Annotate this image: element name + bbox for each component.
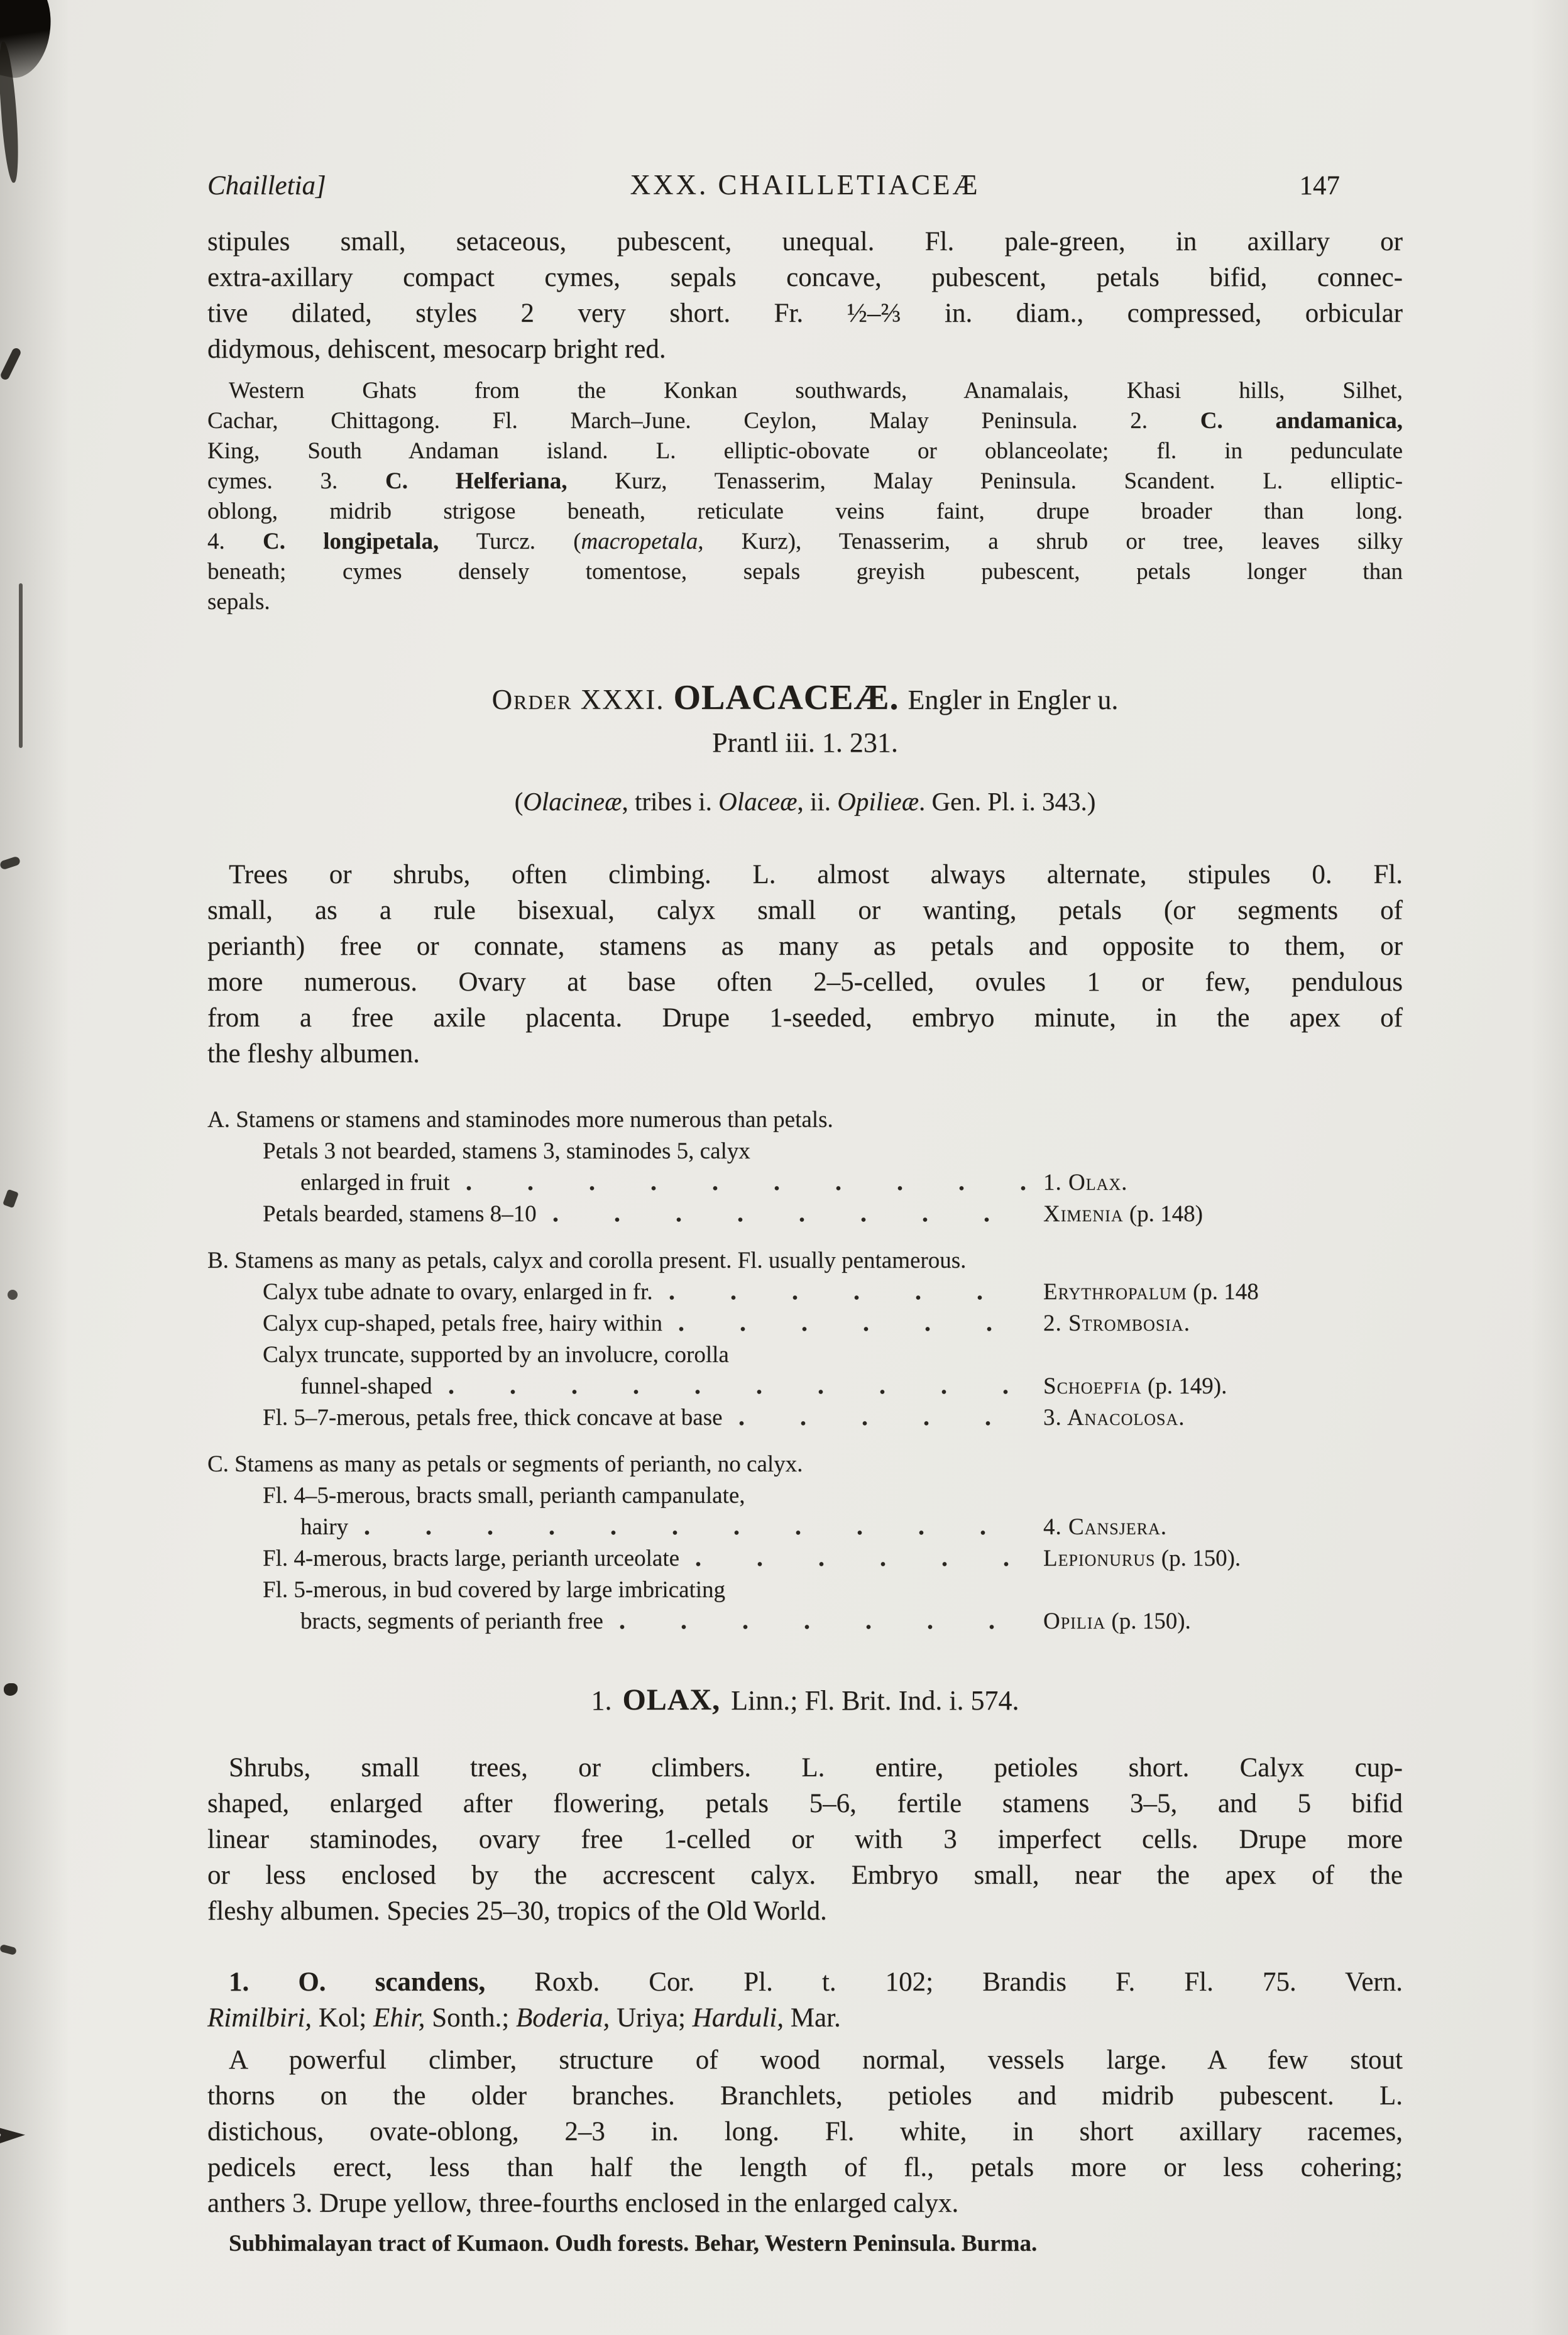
genus-heading — [207, 1683, 1403, 1717]
text-line — [207, 857, 1403, 893]
key-result — [1043, 1371, 1403, 1402]
text-segment: Subhimalayan tract of Kumaon. Oudh forests. Behar, Western Peninsula. Burma. — [229, 2231, 1038, 2256]
text-line — [207, 1821, 1403, 1857]
page-content — [207, 168, 1403, 2259]
tribe-name: Opilieæ — [837, 787, 919, 816]
text-segment: linear staminodes, ovary free 1-celled or with 3 imperfect cells. Drupe more — [207, 1825, 1403, 1854]
paragraph-species-description — [207, 2042, 1403, 2221]
key-row — [207, 1277, 1403, 1308]
scan-artifact-arrow — [0, 2127, 25, 2145]
header-catchword: Chailletia] — [207, 171, 326, 201]
key-result — [1043, 1199, 1403, 1230]
genus-name: OLAX, — [622, 1683, 721, 1717]
taxon-name: Lepionurus — [1043, 1546, 1156, 1571]
taxon-name: 4. Cansjera. — [1043, 1514, 1168, 1540]
text-segment: Roxb. Cor. Pl. t. 102; Brandis F. Fl. 75. Vern. — [485, 1967, 1403, 1997]
text-segment: the fleshy albumen. — [207, 1039, 420, 1069]
taxon-name: 1. Olax. — [1043, 1170, 1128, 1195]
text-segment: Uriya; — [610, 2003, 693, 2033]
running-header — [207, 168, 1403, 201]
text-segment: King, South Andaman island. L. elliptic-obovate or oblanceolate; fl. in pedunculate — [207, 438, 1403, 464]
key-row-text: bracts, segments of perianth free — [300, 1608, 603, 1634]
key-row-text: Calyx tube adnate to ovary, enlarged in fr. — [263, 1279, 653, 1305]
key-row — [207, 1167, 1403, 1199]
text-line — [207, 406, 1403, 436]
taxon-name: Opilia — [1043, 1608, 1106, 1634]
text-segment: Mar. — [784, 2003, 841, 2033]
key-row — [207, 1574, 1403, 1606]
key-row-text: Fl. 4-merous, bracts large, perianth urceolate — [263, 1546, 680, 1571]
key-row-text: hairy — [300, 1514, 349, 1540]
leader-dots — [696, 1562, 1032, 1566]
key-row — [207, 1606, 1403, 1637]
taxon-name: Erythropalum — [1043, 1279, 1187, 1305]
page-reference: (p. 150). — [1105, 1608, 1191, 1634]
text-segment: more numerous. Ovary at base often 2–5-celled, ovules 1 or few, pendulous — [207, 967, 1403, 997]
text-line — [207, 557, 1403, 587]
paragraph-distribution-notes — [207, 376, 1403, 617]
text-line — [207, 1964, 1403, 2000]
key-row-text: funnel-shaped — [300, 1373, 432, 1399]
text-segment: oblong, midrib strigose beneath, reticulate veins faint, drupe broader than long. — [207, 498, 1403, 524]
text-line — [207, 1893, 1403, 1929]
text-segment: from a free axile placenta. Drupe 1-seeded, embryo minute, in the apex of — [207, 1003, 1403, 1033]
key-result — [1043, 1402, 1403, 1434]
text-segment: pedicels erect, less than half the length of fl., petals more or less cohering; — [207, 2153, 1403, 2182]
italic-text: macropetala, — [581, 529, 704, 554]
key-row — [207, 1339, 1403, 1371]
text-segment: thorns on the older branches. Branchlets, petioles and midrib pubescent. L. — [207, 2081, 1403, 2111]
text-line — [207, 928, 1403, 964]
text-line — [207, 1036, 1403, 1072]
paragraph-species-distribution — [207, 2229, 1403, 2259]
key-result — [1043, 1543, 1403, 1574]
text-line — [207, 893, 1403, 928]
tribes-text: , tribes i. — [622, 787, 719, 816]
text-line — [207, 466, 1403, 497]
text-segment: distichous, ovate-oblong, 2–3 in. long. Fl. white, in short axillary racemes, — [207, 2117, 1403, 2146]
key-group — [207, 1104, 1403, 1230]
text-line — [207, 2078, 1403, 2114]
page-reference: (p. 148) — [1123, 1201, 1203, 1227]
bold-text: C. longipetala, — [263, 529, 439, 554]
order-authority: Engler in Engler u. — [907, 684, 1119, 715]
tribe-name: Olaceæ — [718, 787, 798, 816]
genus-number: 1. — [591, 1685, 612, 1716]
text-line — [207, 331, 1403, 367]
paragraph-order-description — [207, 857, 1403, 1072]
scan-artifact-mark — [3, 1189, 19, 1209]
text-line — [207, 2000, 1403, 2036]
key-group — [207, 1449, 1403, 1637]
text-segment: cymes. 3. — [207, 468, 386, 494]
leader-dots — [620, 1625, 1032, 1629]
taxon-name: Schoepfia — [1043, 1373, 1142, 1399]
text-line — [207, 2114, 1403, 2150]
italic-text: Rimilbiri, — [207, 2003, 312, 2033]
page-reference: (p. 150). — [1155, 1546, 1241, 1571]
page-reference: (p. 149). — [1141, 1373, 1227, 1399]
scan-artifact-dot — [8, 1290, 18, 1300]
key-result — [1043, 1167, 1403, 1199]
key-row — [207, 1199, 1403, 1230]
tribes-text: . Gen. Pl. i. 343.) — [919, 787, 1096, 816]
key-row — [207, 1512, 1403, 1543]
text-line — [207, 1000, 1403, 1036]
text-line — [207, 1750, 1403, 1786]
key-result — [1043, 1606, 1403, 1637]
key-row-text: Petals 3 not bearded, stamens 3, staminodes 5, calyx — [263, 1138, 750, 1164]
key-row-text: Fl. 5–7-merous, petals free, thick concave at base — [263, 1405, 723, 1431]
text-segment: perianth) free or connate, stamens as many as petals and opposite to them, or — [207, 931, 1403, 961]
italic-text: Harduli, — [692, 2003, 784, 2033]
key-result — [1043, 1308, 1403, 1339]
scan-artifact-mark — [0, 347, 22, 382]
text-line — [207, 295, 1403, 331]
leader-dots — [679, 1327, 1032, 1331]
tribes-line — [207, 786, 1403, 816]
key-result — [1043, 1512, 1403, 1543]
paragraph-species-continuation — [207, 224, 1403, 367]
text-segment: Kurz, Tenasserim, Malay Peninsula. Scandent. L. elliptic- — [567, 468, 1403, 494]
text-line — [207, 376, 1403, 406]
taxon-name: 3. Anacolosa. — [1043, 1405, 1185, 1431]
key-row — [207, 1136, 1403, 1167]
tribe-name: Olacineæ — [523, 787, 622, 816]
key-result — [1043, 1277, 1403, 1308]
text-line — [207, 436, 1403, 466]
scan-artifact-mark — [0, 855, 21, 870]
text-segment: beneath; cymes densely tomentose, sepals greyish pubescent, petals longer than — [207, 559, 1403, 585]
leader-dots — [739, 1421, 1032, 1426]
text-line — [207, 260, 1403, 295]
text-line — [207, 964, 1403, 1000]
paragraph-species-heading — [207, 1964, 1403, 2036]
text-segment: anthers 3. Drupe yellow, three-fourths enclosed in the enlarged calyx. — [207, 2189, 959, 2218]
key-row-text: Calyx cup-shaped, petals free, hairy within — [263, 1310, 662, 1336]
text-segment: shaped, enlarged after flowering, petals 5–6, fertile stamens 3–5, and 5 bifid — [207, 1789, 1403, 1818]
key-row-text: Fl. 5-merous, in bud covered by large imbricating — [263, 1577, 726, 1603]
taxon-name: 2. Strombosia. — [1043, 1310, 1190, 1336]
text-line — [207, 1786, 1403, 1821]
key-group — [207, 1245, 1403, 1434]
scan-artifact-scratch — [19, 583, 23, 748]
text-segment: A powerful climber, structure of wood normal, vessels large. A few stout — [229, 2045, 1403, 2075]
italic-text: Ehir, — [373, 2003, 425, 2033]
text-line — [207, 527, 1403, 557]
text-segment: tive dilated, styles 2 very short. Fr. ½–⅔ in. diam., compressed, orbicular — [207, 299, 1403, 328]
bold-text: C. Helferiana, — [385, 468, 567, 494]
key-group-intro: B. Stamens as many as petals, calyx and corolla present. Fl. usually pentamerous. — [207, 1248, 967, 1273]
key-row-text: Fl. 4–5-merous, bracts small, perianth campanulate, — [263, 1483, 745, 1508]
key-row — [207, 1308, 1403, 1339]
text-line — [207, 497, 1403, 527]
leader-dots — [365, 1530, 1032, 1535]
taxon-name: Ximenia — [1043, 1201, 1124, 1227]
key-row-text: Petals bearded, stamens 8–10 — [263, 1201, 537, 1227]
text-segment: Kurz), Tenasserim, a shrub or tree, leaves silky — [703, 529, 1403, 554]
leader-dots — [553, 1217, 1032, 1222]
text-segment: extra-axillary compact cymes, sepals concave, pubescent, petals bifid, connec- — [207, 263, 1403, 292]
leader-dots — [669, 1295, 1032, 1300]
genus-identification-key — [207, 1104, 1403, 1637]
key-row — [207, 1480, 1403, 1512]
bold-text: C. andamanica, — [1200, 408, 1403, 434]
leader-dots — [466, 1186, 1032, 1190]
text-segment: Kol; — [312, 2003, 373, 2033]
key-group-intro: C. Stamens as many as petals or segments of perianth, no calyx. — [207, 1451, 803, 1477]
text-segment: or less enclosed by the accrescent calyx. Embryo small, near the apex of the — [207, 1860, 1403, 1890]
key-row — [207, 1371, 1403, 1402]
page-reference: (p. 148 — [1187, 1279, 1259, 1305]
text-line — [207, 2185, 1403, 2221]
tribes-text: ( — [514, 787, 524, 816]
text-line — [207, 224, 1403, 260]
key-group-intro: A. Stamens or stamens and staminodes more numerous than petals. — [207, 1107, 833, 1133]
text-segment: Shrubs, small trees, or climbers. L. entire, petioles short. Calyx cup- — [229, 1753, 1403, 1783]
leader-dots — [449, 1390, 1032, 1394]
text-line — [207, 2150, 1403, 2185]
text-segment: fleshy albumen. Species 25–30, tropics of the Old World. — [207, 1896, 827, 1926]
order-authority-continued: Prantl iii. 1. 231. — [712, 727, 898, 758]
text-segment: Sonth.; — [425, 2003, 516, 2033]
scan-artifact-mark — [0, 1944, 17, 1955]
text-segment: Turcz. ( — [439, 529, 581, 554]
tribes-text: , ii. — [797, 787, 838, 816]
key-row — [207, 1543, 1403, 1574]
order-number: Order XXXI. — [491, 684, 665, 715]
text-segment: 4. — [207, 529, 263, 554]
page-number: 147 — [1299, 171, 1340, 201]
paragraph-genus-description — [207, 1750, 1403, 1929]
text-line — [207, 2042, 1403, 2078]
text-segment: Western Ghats from the Konkan southwards, Anamalais, Khasi hills, Silhet, — [229, 378, 1403, 404]
key-row — [207, 1402, 1403, 1434]
chapter-title: XXX. CHAILLETIACEÆ — [630, 169, 980, 201]
text-segment: didymous, dehiscent, mesocarp bright red. — [207, 334, 666, 364]
italic-text: Boderia, — [516, 2003, 610, 2033]
bold-text: 1. O. scandens, — [229, 1967, 486, 1997]
scan-artifact-blob — [4, 1683, 18, 1696]
order-heading — [207, 678, 1403, 718]
text-segment: small, as a rule bisexual, calyx small or wanting, petals (or segments of — [207, 896, 1403, 925]
family-name: OLACACEÆ. — [673, 678, 899, 717]
key-row-text: Calyx truncate, supported by an involucre, corolla — [263, 1342, 729, 1368]
genus-authority: Linn.; Fl. Brit. Ind. i. 574. — [731, 1685, 1019, 1716]
key-row-text: enlarged in fruit — [300, 1170, 450, 1195]
text-line — [207, 2229, 1403, 2259]
text-line — [207, 1857, 1403, 1893]
text-segment: sepals. — [207, 589, 270, 615]
text-segment: stipules small, setaceous, pubescent, unequal. Fl. pale-green, in axillary or — [207, 227, 1403, 256]
text-segment: Cachar, Chittagong. Fl. March–June. Ceylon, Malay Peninsula. 2. — [207, 408, 1200, 434]
text-line — [207, 587, 1403, 617]
text-segment: Trees or shrubs, often climbing. L. almost always alternate, stipules 0. Fl. — [229, 860, 1403, 889]
